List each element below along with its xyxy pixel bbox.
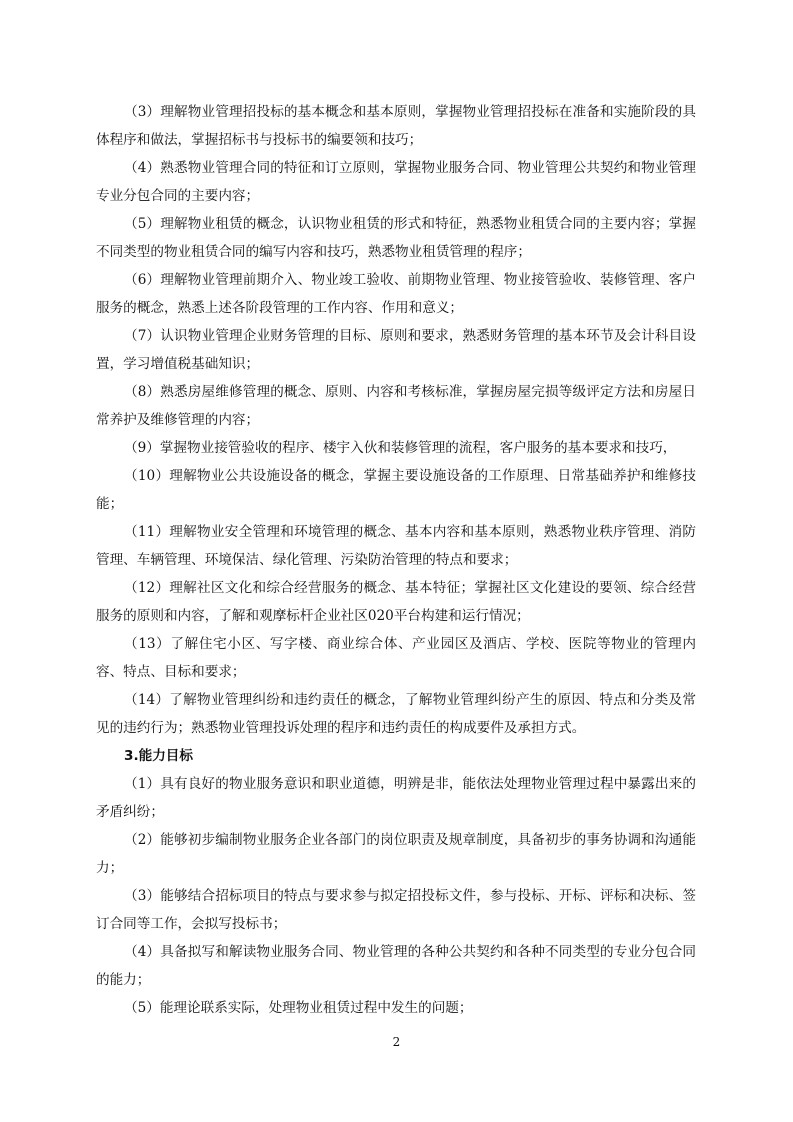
knowledge-item-3: （3）理解物业管理招投标的基本概念和基本原则，掌握物业管理招投标在准备和实施阶段的具体程序和做法，掌握招标书与投标书的编要领和技巧； <box>96 104 696 148</box>
knowledge-item-7: （7）认识物业管理企业财务管理的目标、原则和要求，熟悉财务管理的基本环节及会计科目设置，学习增值税基础知识； <box>96 328 696 372</box>
ability-item-1: （1）具有良好的物业服务意识和职业道德，明辨是非，能依法处理物业管理过程中暴露出来的矛盾纠纷； <box>96 776 696 820</box>
page-number: 2 <box>392 1035 401 1049</box>
knowledge-item-12: （12）理解社区文化和综合经营服务的概念、基本特征；掌握社区文化建设的要领、综合经营服务的原则和内容，了解和观摩标杆企业社区020平台构建和运行情况； <box>96 580 696 624</box>
knowledge-item-10: （10）理解物业公共设施设备的概念，掌握主要设施设备的工作原理、日常基础养护和维修技能； <box>96 468 696 512</box>
knowledge-item-6: （6）理解物业管理前期介入、物业竣工验收、前期物业管理、物业接管验收、装修管理、客户服务的概念，熟悉上述各阶段管理的工作内容、作用和意义； <box>96 272 696 316</box>
knowledge-item-14: （14）了解物业管理纠纷和违约责任的概念，了解物业管理纠纷产生的原因、特点和分类及常见的违约行为；熟悉物业管理投诉处理的程序和违约责任的构成要件及承担方式。 <box>96 692 696 736</box>
ability-item-3: （3）能够结合招标项目的特点与要求参与拟定招投标文件，参与投标、开标、评标和决标、签订合同等工作，会拟写投标书； <box>96 888 696 932</box>
ability-item-2: （2）能够初步编制物业服务企业各部门的岗位职责及规章制度，具备初步的事务协调和沟通能力； <box>96 832 696 876</box>
knowledge-item-4: （4）熟悉物业管理合同的特征和订立原则，掌握物业服务合同、物业管理公共契约和物业管理专业分包合同的主要内容； <box>96 160 696 204</box>
ability-item-5: （5）能理论联系实际，处理物业租赁过程中发生的问题； <box>124 1000 473 1016</box>
knowledge-item-5: （5）理解物业租赁的概念，认识物业租赁的形式和特征，熟悉物业租赁合同的主要内容；掌握不同类型的物业租赁合同的编写内容和技巧，熟悉物业租赁管理的程序； <box>96 216 696 260</box>
ability-item-4: （4）具备拟写和解读物业服务合同、物业管理的各种公共契约和各种不同类型的专业分包合同的能力； <box>96 944 696 988</box>
ability-heading: 3.能力目标 <box>124 748 193 764</box>
knowledge-item-11: （11）理解物业安全管理和环境管理的概念、基本内容和基本原则，熟悉物业秩序管理、消防管理、车辆管理、环境保洁、绿化管理、污染防治管理的特点和要求； <box>96 524 696 568</box>
knowledge-item-13: （13）了解住宅小区、写字楼、商业综合体、产业园区及酒店、学校、医院等物业的管理内容、特点、目标和要求； <box>96 636 696 680</box>
knowledge-item-9: （9）掌握物业接管验收的程序、楼宇入伙和装修管理的流程，客户服务的基本要求和技巧， <box>124 440 677 456</box>
knowledge-item-8: （8）熟悉房屋维修管理的概念、原则、内容和考核标准，掌握房屋完损等级评定方法和房屋日常养护及维修管理的内容； <box>96 384 696 428</box>
page-body <box>96 98 696 1022</box>
